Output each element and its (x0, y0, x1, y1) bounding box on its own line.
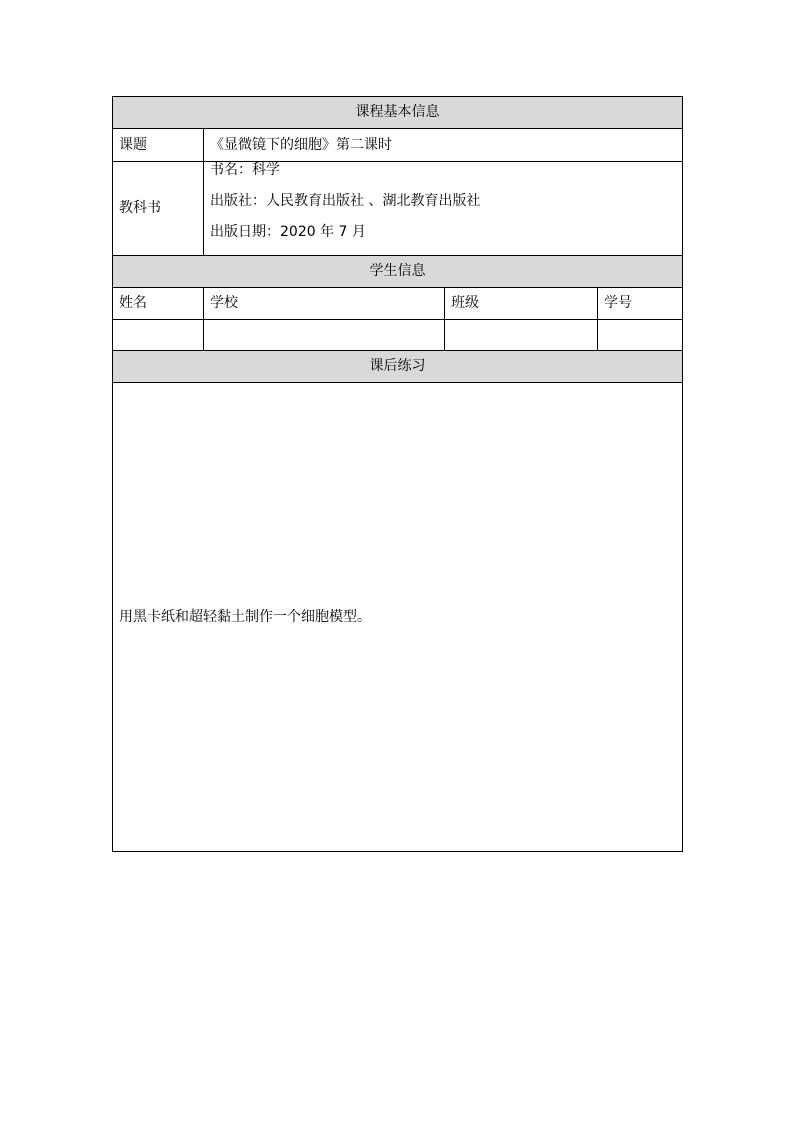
student-columns-row (113, 288, 683, 320)
student-name-cell (113, 320, 204, 351)
textbook-publish-date: 出版日期：2020 年 7 月 (210, 224, 366, 240)
course-title-value: 《显微镜下的细胞》第二课时 (204, 129, 683, 162)
student-class-cell (445, 320, 598, 351)
student-entry-row (113, 320, 683, 351)
course-info-header-row (113, 97, 683, 129)
course-title-label: 课题 (113, 129, 204, 162)
exercise-header: 课后练习 (113, 351, 683, 383)
student-school-cell (204, 320, 445, 351)
exercise-content: 用黑卡纸和超轻黏土制作一个细胞模型。 (113, 383, 683, 852)
course-info-header: 课程基本信息 (113, 97, 683, 129)
textbook-details (204, 162, 683, 256)
textbook-name: 书名：科学 (210, 162, 280, 178)
student-class-header: 班级 (445, 288, 598, 320)
student-id-header: 学号 (598, 288, 683, 320)
course-title-row (113, 129, 683, 162)
student-info-header: 学生信息 (113, 256, 683, 288)
student-name-header: 姓名 (113, 288, 204, 320)
textbook-row (113, 162, 683, 256)
course-worksheet-table (112, 96, 683, 852)
student-id-cell (598, 320, 683, 351)
textbook-label: 教科书 (113, 162, 204, 256)
textbook-publisher: 出版社：人民教育出版社 、湖北教育出版社 (210, 193, 481, 209)
student-school-header: 学校 (204, 288, 445, 320)
exercise-header-row (113, 351, 683, 383)
exercise-body-row (113, 383, 683, 852)
student-info-header-row (113, 256, 683, 288)
